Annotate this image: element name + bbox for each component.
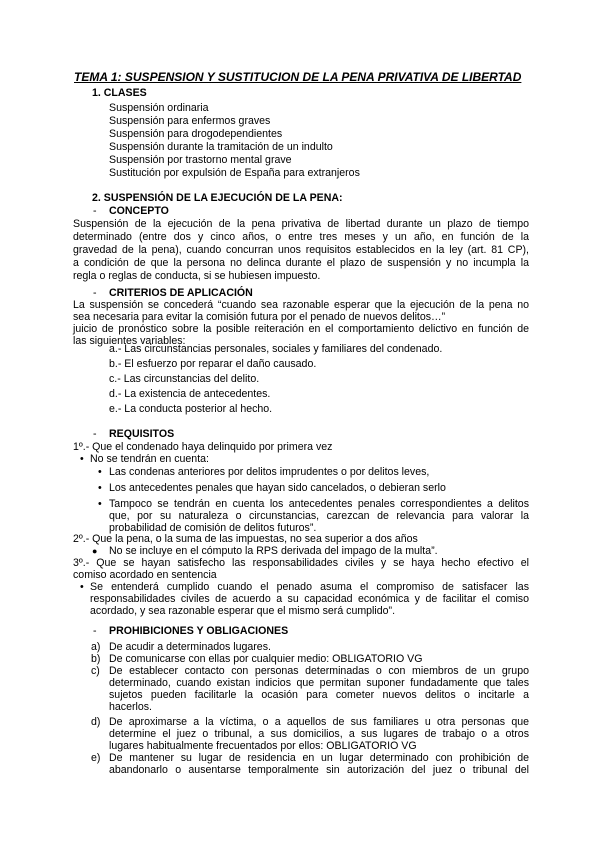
requirement-line: 3º.- Que se hayan satisfecho las responsabilidades civiles y se haya hecho efectivo el: [73, 557, 529, 569]
list-marker: e): [91, 752, 101, 764]
paragraph-line: a condición de que la persona no delinca durante el plazo de suspensión y no incumpla la: [73, 257, 529, 269]
list-item: Suspensión ordinaria: [109, 102, 209, 114]
bullet-dot: ●: [92, 546, 98, 556]
list-item: Suspensión para drogodependientes: [109, 128, 283, 140]
list-item: Suspensión por trastorno mental grave: [109, 154, 292, 166]
list-marker: c): [91, 665, 100, 677]
bullet-dot: •: [98, 482, 102, 494]
bullet-dot: •: [80, 453, 84, 465]
dash-bullet: -: [93, 625, 97, 637]
list-item: De acudir a determinados lugares.: [109, 641, 271, 653]
section-heading-clases: 1. CLASES: [92, 87, 147, 99]
dash-bullet: -: [93, 287, 97, 299]
list-item-continuation: determine el juez o tribunal, a sus domicilios, a sus lugares de trabajo o a otros: [109, 728, 529, 740]
list-item-continuation: que, por su naturaleza o circunstancias, carezcan de relevancia para valorar la: [109, 510, 529, 522]
list-item: De aproximarse a la víctima, o a aquellos de sus familiares u otra personas que: [109, 716, 529, 728]
paragraph-line: Suspensión de la ejecución de la pena privativa de libertad durante un plazo de tiempo: [73, 218, 529, 230]
list-item-continuation: determinado, cuando existan indicios que permitan suponer fundadamente que tales: [109, 677, 529, 689]
subheading-criterios: CRITERIOS DE APLICACIÓN: [109, 287, 253, 299]
list-item: b.- El esfuerzo por reparar el daño causado.: [109, 358, 317, 370]
requirement-line: comiso acordado en sentencia: [73, 569, 217, 581]
list-item-continuation: sujetos pueden facilitarle la ocasión para cometer nuevos delitos o incitarle a: [109, 689, 529, 701]
paragraph-line: las siguientes variables:: [73, 335, 186, 347]
requirement-sub: No se tendrán en cuenta:: [90, 453, 209, 465]
list-item: Suspensión para enfermos graves: [109, 115, 271, 127]
list-item: a.- Las circunstancias personales, sociales y familiares del condenado.: [109, 343, 443, 355]
requirement-sub: No se incluye en el cómputo la RPS derivada del impago de la multa”.: [109, 545, 438, 557]
section-heading-suspension: 2. SUSPENSIÓN DE LA EJECUCIÓN DE LA PENA:: [92, 192, 343, 204]
dash-bullet: -: [93, 428, 97, 440]
list-marker: d): [91, 716, 101, 728]
bullet-dot: •: [98, 466, 102, 478]
requirement-sub: acordado, y sea razonable esperar que el mismo será cumplido”.: [90, 605, 396, 617]
dash-bullet: -: [93, 205, 97, 217]
list-item: Los antecedentes penales que hayan sido cancelados, o debieran serlo: [109, 482, 446, 494]
subheading-prohibiciones: PROHIBICIONES Y OBLIGACIONES: [109, 625, 289, 637]
list-item: Tampoco se tendrán en cuenta los antecedentes penales correspondientes a delitos: [109, 498, 529, 510]
list-item: De establecer contacto con personas determinadas o con miembros de un grupo: [109, 665, 529, 677]
list-item-continuation: abandonarlo o ausentarse temporalmente sin autorización del juez o tribunal del: [109, 764, 529, 776]
paragraph-line: determinado (entre dos y cinco años, o entre tres meses y un año, en función de la: [73, 231, 529, 243]
paragraph-line: La suspensión se concederá “cuando sea razonable esperar que la ejecución de la pena no: [73, 299, 529, 311]
paragraph-line: regla o reglas de conducta, si se hubiesen impuesto.: [73, 270, 321, 282]
list-marker: b): [91, 653, 101, 665]
paragraph-line: juicio de pronóstico sobre la posible reiteración en el comportamiento delictivo en función de: [73, 323, 529, 335]
bullet-dot: •: [98, 498, 102, 510]
list-item-continuation: probabilidad de comisión de delitos futuros”.: [109, 522, 317, 534]
list-item-continuation: lugares habitualmente frecuentados por ellos: OBLIGATORIO VG: [109, 740, 417, 752]
list-item: Sustitución por expulsión de España para extranjeros: [109, 167, 360, 179]
subheading-requisitos: REQUISITOS: [109, 428, 175, 440]
list-marker: a): [91, 641, 101, 653]
requirement-line: 2º.- Que la pena, o la suma de las impuestas, no sea superior a dos años: [73, 533, 418, 545]
list-item: c.- Las circunstancias del delito.: [109, 373, 260, 385]
list-item: Suspensión durante la tramitación de un indulto: [109, 141, 333, 153]
list-item: d.- La existencia de antecedentes.: [109, 388, 271, 400]
requirement-line: 1º.- Que el condenado haya delinquido por primera vez: [73, 441, 333, 453]
document-title: TEMA 1: SUSPENSION Y SUSTITUCION DE LA PENA PRIVATIVA DE LIBERTAD: [74, 70, 522, 84]
list-item: e.- La conducta posterior al hecho.: [109, 403, 273, 415]
subheading-concepto: CONCEPTO: [109, 205, 169, 217]
list-item-continuation: hacerlos.: [109, 701, 152, 713]
list-item: De mantener su lugar de residencia en un lugar determinado con prohibición de: [109, 752, 529, 764]
paragraph-line: gravedad de la pena), cuando concurran unos requisitos establecidos en la ley (art. 81 CP),: [73, 244, 529, 256]
list-item: Las condenas anteriores por delitos imprudentes o por delitos leves,: [109, 466, 430, 478]
bullet-dot: •: [80, 581, 84, 593]
requirement-sub: responsabilidades civiles de acuerdo a su capacidad económica y de facilitar el comiso: [90, 593, 529, 605]
paragraph-line: sea necesaria para evitar la comisión futura por el penado de nuevos delitos…”: [73, 311, 446, 323]
requirement-sub: Se entenderá cumplido cuando el penado asuma el compromiso de satisfacer las: [90, 581, 529, 593]
list-item: De comunicarse con ellas por cualquier medio: OBLIGATORIO VG: [109, 653, 423, 665]
